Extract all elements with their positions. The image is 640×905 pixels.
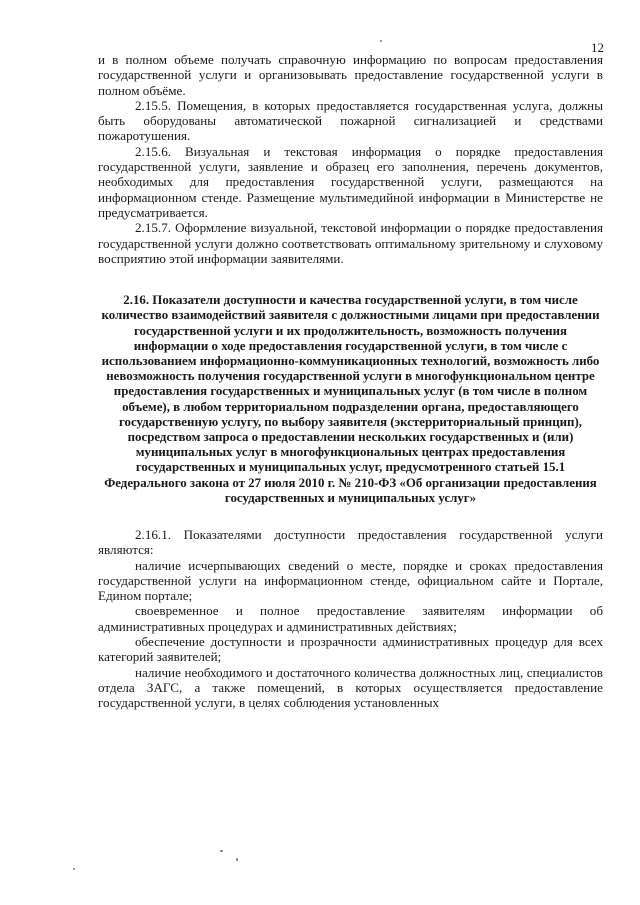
paragraph: 2.15.6. Визуальная и текстовая информация о порядке предоставления государственной услуги, заявление и образец его заполнения, перечень документов, необходимых для предоставления государственной услуги, размещаются на информационном стенде. Размещение мультимедийной информации в Министерстве не предусматривается. (98, 143, 603, 220)
section-heading: 2.16. Показатели доступности и качества государственной услуги, в том числе количество взаимодействий заявителя с должностными лицами при предоставлении государственной услуги и их продолжительность, возможность получения информации о ходе предоставления государственной услуги, в том числе с использованием информационно-коммуникационных технологий, возможность либо невозможность получения государственной услуги в многофункциональном центре предоставления государственных и муниципальных услуг (в том числе в полном объеме), в любом территориальном подразделении органа, предоставляющего государственную услугу, по выбору заявителя (экстерриториальный принцип), посредством запроса о предоставлении нескольких государственных и (или) муниципальных услуг в многофункциональных центрах предоставления государственных и муниципальных услуг, предусмотренного статьей 15.1 Федерального закона от 27 июля 2010 г. № 210-ФЗ «Об организации предоставления государственных и муниципальных услуг» (101, 293, 600, 505)
paragraph: наличие необходимого и достаточного количества должностных лиц, специалистов отдела ЗАГС, а также помещений, в которых осуществляется предоставление государственной услуги, в целях соблюдения установленных (98, 664, 603, 711)
paragraph: своевременное и полное предоставление заявителям информации об административных процедурах и административных действиях; (98, 603, 603, 634)
scan-speck (73, 868, 75, 870)
paragraph: обеспечение доступности и прозрачности административных процедур для всех категорий заявителей; (98, 634, 603, 665)
paragraph: 2.15.7. Оформление визуальной, текстовой информации о порядке предоставления государственной услуги должно соответствовать оптимальному зрительному и слуховому восприятию этой информации заявителями. (98, 220, 603, 266)
paragraph: наличие исчерпывающих сведений о месте, порядке и сроках предоставления государственной услуги на информационном стенде, официальном сайте и Портале, Едином портале; (98, 557, 603, 604)
paragraph: и в полном объеме получать справочную информацию по вопросам предоставления государственной услуги и организовывать предоставление государственной услуги в полном объёме. (98, 52, 603, 98)
scan-speck (236, 858, 238, 861)
scan-speck (380, 40, 382, 42)
paragraph: 2.15.5. Помещения, в которых предоставляется государственная услуга, должны быть оборудованы автоматической пожарной сигнализацией и средствами пожаротушения. (98, 97, 603, 144)
body-text-bottom (98, 527, 603, 711)
body-text-top (98, 52, 603, 266)
page-content (98, 52, 603, 711)
page-number: 12 (591, 40, 604, 55)
scan-speck (220, 850, 223, 852)
paragraph: 2.16.1. Показателями доступности предоставления государственной услуги являются: (98, 527, 603, 558)
